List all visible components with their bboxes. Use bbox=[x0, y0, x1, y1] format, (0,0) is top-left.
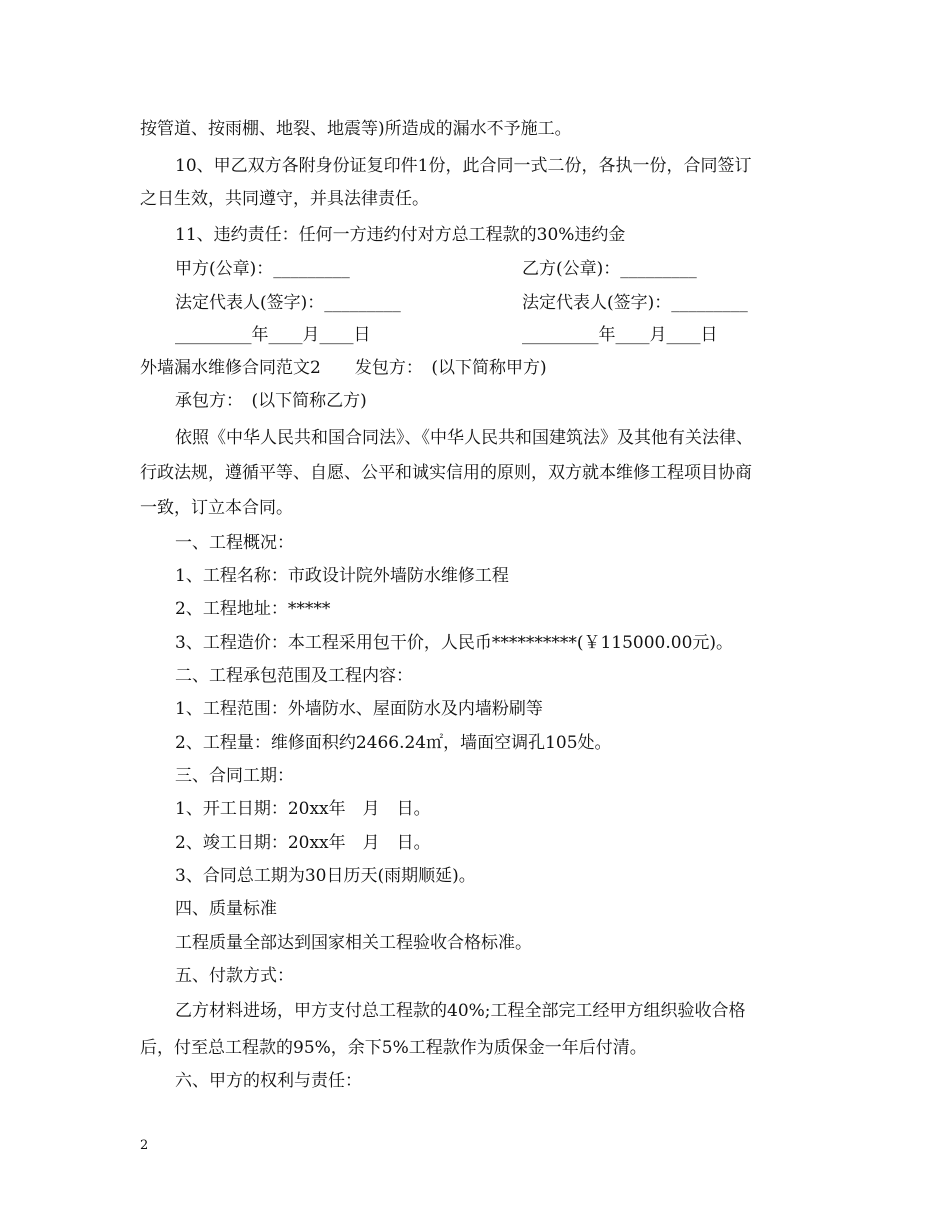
signature-party-a-date: _________年____月____日 bbox=[175, 325, 371, 345]
text-line: 一、工程概况： bbox=[175, 533, 294, 553]
text-line: 工程质量全部达到国家相关工程验收合格标准。 bbox=[175, 933, 532, 953]
text-line: 2、工程地址：***** bbox=[175, 599, 331, 619]
text-line: 1、工程范围：外墙防水、屋面防水及内墙粉刷等 bbox=[175, 699, 543, 719]
text-line: 3、合同总工期为30日历天(雨期顺延)。 bbox=[175, 866, 476, 886]
text-line: 三、合同工期： bbox=[175, 766, 294, 786]
text-line: 3、工程造价：本工程采用包干价，人民币**********(￥115000.00元)。 bbox=[175, 633, 734, 653]
signature-party-b-rep: 法定代表人(签字)：_________ bbox=[522, 293, 748, 313]
text-line: 乙方材料进场，甲方支付总工程款的40%;工程全部完工经甲方组织验收合格 bbox=[175, 1001, 746, 1021]
text-line: 之日生效，共同遵守，并具法律责任。 bbox=[140, 189, 429, 209]
text-line: 10、甲乙双方各附身份证复印件1份，此合同一式二份，各执一份，合同签订 bbox=[175, 156, 752, 176]
text-line: 四、质量标准 bbox=[175, 899, 277, 919]
text-line: 依照《中华人民共和国合同法》、《中华人民共和国建筑法》及其他有关法律、 bbox=[175, 428, 753, 448]
signature-party-a-rep: 法定代表人(签字)：_________ bbox=[175, 293, 401, 313]
text-line: 按管道、按雨棚、地裂、地震等)所造成的漏水不予施工。 bbox=[140, 119, 572, 139]
text-line: 2、竣工日期：20xx年 月 日。 bbox=[175, 833, 431, 853]
text-line: 1、工程名称：市政设计院外墙防水维修工程 bbox=[175, 566, 509, 586]
text-line: 五、付款方式： bbox=[175, 966, 294, 986]
signature-party-b-date: _________年____月____日 bbox=[522, 325, 718, 345]
text-line: 2、工程量：维修面积约2466.24㎡，墙面空调孔105处。 bbox=[175, 733, 612, 753]
text-line: 六、甲方的权利与责任： bbox=[175, 1071, 362, 1091]
text-line: 1、开工日期：20xx年 月 日。 bbox=[175, 799, 431, 819]
text-line: 后，付至总工程款的95%，余下5%工程款作为质保金一年后付清。 bbox=[140, 1038, 647, 1058]
text-line: 11、违约责任：任何一方违约付对方总工程款的30%违约金 bbox=[175, 225, 626, 245]
page-number: 2 bbox=[140, 1138, 149, 1153]
signature-party-b-seal: 乙方(公章)：_________ bbox=[522, 259, 697, 279]
section-heading: 外墙漏水维修合同范文2 发包方： (以下简称甲方) bbox=[140, 358, 547, 378]
text-line: 二、工程承包范围及工程内容： bbox=[175, 666, 413, 686]
text-line: 承包方： (以下简称乙方) bbox=[175, 391, 367, 411]
signature-party-a-seal: 甲方(公章)：_________ bbox=[175, 259, 350, 279]
text-line: 行政法规，遵循平等、自愿、公平和诚实信用的原则，双方就本维修工程项目协商 bbox=[140, 463, 752, 483]
text-line: 一致，订立本合同。 bbox=[140, 498, 293, 518]
